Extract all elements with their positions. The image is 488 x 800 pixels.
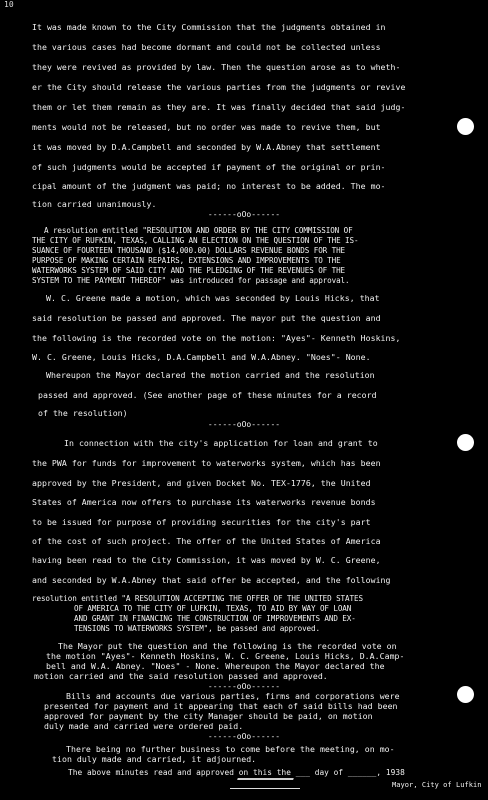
text-line: SYSTEM TO THE PAYMENT THEREOF" was introduced for passage and approval. <box>32 276 350 285</box>
text-line: Whereupon the Mayor declared the motion carried and the resolution <box>46 370 375 380</box>
text-line: bell and W.A. Abney. "Noes" - None. Whereupon the Mayor declared the <box>46 661 385 671</box>
text-line: approved by the President, and given Docket No. TEX-1776, the United <box>32 478 371 488</box>
text-line: approved for payment by the city Manager should be paid, on motion <box>44 711 373 721</box>
text-line: the various cases had become dormant and could not be collected unless <box>32 42 381 52</box>
text-line: having been read to the City Commission, it was moved by W. C. Greene, <box>32 555 381 565</box>
text-line: A resolution entitled "RESOLUTION AND ORDER BY THE CITY COMMISSION OF <box>44 226 353 235</box>
text-line: motion carried and the said resolution passed and approved. <box>34 671 328 681</box>
text-line: and seconded by W.A.Abney that said offer be accepted, and the following <box>32 575 391 585</box>
text-line: said resolution be passed and approved. The mayor put the question and <box>32 313 381 323</box>
text-line: tion duly made and carried, it adjourned. <box>52 754 257 764</box>
text-line: er the City should release the various parties from the judgments or revive <box>32 82 406 92</box>
text-line: of the cost of such project. The offer of the United States of America <box>32 536 381 546</box>
text-line: cipal amount of the judgment was paid; no interest to be added. The mo- <box>32 181 386 191</box>
text-line: the motion "Ayes"- Kenneth Hoskins, W. C. Greene, Louis Hicks, D.A.Camp- <box>46 651 405 661</box>
text-line: SUANCE OF FOURTEEN THOUSAND ($14,000.00) DOLLARS REVENUE BONDS FOR THE <box>32 246 346 255</box>
text-line: them or let them remain as they are. It was finally decided that said judg- <box>32 102 406 112</box>
text-line: AND GRANT IN FINANCING THE CONSTRUCTION OF IMPROVEMENTS AND EX- <box>74 614 356 623</box>
separator: ------oOo------ <box>207 210 281 219</box>
punch-hole-top <box>457 118 474 135</box>
text-line: PURPOSE OF MAKING CERTAIN REPAIRS, EXTENSIONS AND IMPROVEMENTS TO THE <box>32 256 341 265</box>
separator: ------oOo------ <box>207 420 281 429</box>
text-line: WATERWORKS SYSTEM OF SAID CITY AND THE PLEDGING OF THE REVENUES OF THE <box>32 266 346 275</box>
text-line: States of America now offers to purchase its waterworks revenue bonds <box>32 497 376 507</box>
text-line: tion carried unanimously. <box>32 199 157 209</box>
text-line: of such judgments would be accepted if payment of the original or prin- <box>32 162 386 172</box>
text-line: they were revived as provided by law. Then the question arose as to wheth- <box>32 62 401 72</box>
text-line: resolution entitled "A RESOLUTION ACCEPTING THE OFFER OF THE UNITED STATES <box>32 594 363 603</box>
approval-line: The above minutes read and approved on this the ___ day of ______, 1938 <box>68 768 405 777</box>
text-line: the PWA for funds for improvement to waterworks system, which has been <box>32 458 381 468</box>
text-line: TENSIONS TO WATERWORKS SYSTEM", be passed and approved. <box>74 624 320 633</box>
text-line: to be issued for purpose of providing securities for the city's part <box>32 517 371 527</box>
text-line: passed and approved. (See another page of these minutes for a record <box>38 390 377 400</box>
text-line: ments would not be released, but no order was made to revive them, but <box>32 122 381 132</box>
text-line: THE CITY OF RUFKIN, TEXAS, CALLING AN ELECTION ON THE QUESTION OF THE IS- <box>32 236 359 245</box>
mayor-signature <box>230 776 300 789</box>
text-line: Bills and accounts due various parties, firms and corporations were <box>66 691 400 701</box>
text-line: OF AMERICA TO THE CITY OF LUFKIN, TEXAS, TO AID BY WAY OF LOAN <box>74 604 352 613</box>
separator: ------oOo------ <box>207 682 281 691</box>
punch-hole-middle <box>457 434 474 451</box>
signature-caption: Mayor, City of Lufkin <box>392 781 482 789</box>
text-line: The Mayor put the question and the following is the recorded vote on <box>58 641 397 651</box>
text-line: In connection with the city's application for loan and grant to <box>64 438 378 448</box>
text-line: presented for payment and it appearing that each of said bills had been <box>44 701 398 711</box>
text-line: it was moved by D.A.Campbell and seconded by W.A.Abney that settlement <box>32 142 381 152</box>
text-line: duly made and carried were ordered paid. <box>44 721 244 731</box>
separator: ------oOo------ <box>207 732 281 741</box>
text-line: There being no further business to come before the meeting, on mo- <box>66 744 395 754</box>
text-line: W. C. Greene, Louis Hicks, D.A.Campbell and W.A.Abney. "Noes"- None. <box>32 352 371 362</box>
text-line: of the resolution) <box>38 408 128 418</box>
text-line: the following is the recorded vote on the motion: "Ayes"- Kenneth Hoskins, <box>32 333 401 343</box>
text-line: It was made known to the City Commission that the judgments obtained in <box>32 22 386 32</box>
corner-mark: 10 <box>4 0 14 9</box>
text-line: W. C. Greene made a motion, which was seconded by Louis Hicks, that <box>46 293 380 303</box>
